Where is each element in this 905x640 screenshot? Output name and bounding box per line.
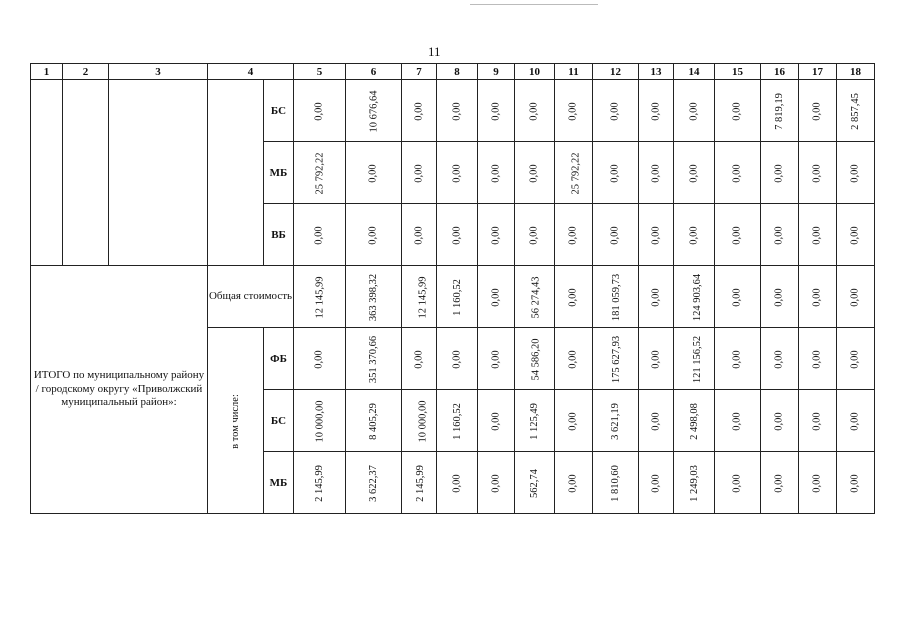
value-cell-text: 121 156,52 [692, 335, 704, 383]
value-cell-text: 0,00 [650, 163, 662, 183]
value-cell-text: 0,00 [610, 163, 621, 183]
value-cell [715, 80, 761, 142]
value-cell-text: 0,00 [732, 411, 743, 431]
column-header: 4 [208, 64, 294, 80]
value-cell-text: 0,00 [812, 287, 823, 307]
value-cell-text: 0,00 [568, 287, 579, 307]
value-cell-text: 0,00 [812, 411, 823, 431]
value-cell [478, 328, 515, 390]
value-cell [437, 390, 478, 452]
value-cell-text: 0,00 [774, 349, 785, 369]
column-header: 8 [437, 64, 478, 80]
value-cell [837, 142, 875, 204]
value-cell-text: 0,00 [732, 101, 743, 121]
fund-code: МБ [264, 452, 294, 514]
value-cell [674, 452, 715, 514]
value-cell-text: 0,00 [413, 349, 425, 369]
value-cell [478, 452, 515, 514]
cost-label-cell [208, 266, 294, 328]
value-cell [639, 390, 674, 452]
value-cell-text: 0,00 [490, 101, 502, 121]
blank-cell-col3 [109, 80, 208, 266]
value-cell [515, 266, 555, 328]
value-cell [674, 390, 715, 452]
value-cell [761, 142, 799, 204]
value-cell [555, 328, 593, 390]
value-cell-text: 0,00 [490, 225, 502, 245]
value-cell [639, 328, 674, 390]
value-cell-text: 12 145,99 [314, 276, 325, 318]
value-cell [674, 266, 715, 328]
column-header: 12 [593, 64, 639, 80]
value-cell [639, 80, 674, 142]
value-cell-text: 1 249,03 [688, 464, 700, 502]
value-cell-text: 1 810,60 [610, 464, 621, 502]
value-cell [478, 266, 515, 328]
value-cell-text: 0,00 [732, 163, 743, 183]
value-cell [799, 142, 837, 204]
value-cell-text: 0,00 [812, 163, 823, 183]
value-cell-text: 0,00 [490, 287, 502, 307]
value-cell [437, 80, 478, 142]
value-cell [294, 390, 346, 452]
value-cell-text: 25 792,22 [570, 152, 582, 194]
value-cell [437, 204, 478, 266]
budget-table [30, 63, 875, 514]
value-cell [837, 80, 875, 142]
value-cell-text: 10 676,64 [368, 90, 379, 132]
value-cell-text: 0,00 [568, 473, 579, 493]
value-cell-text: 0,00 [490, 349, 502, 369]
fund-code: БС [264, 390, 294, 452]
value-cell-text: 0,00 [529, 225, 540, 245]
value-cell [593, 328, 639, 390]
value-cell [437, 142, 478, 204]
value-cell [515, 142, 555, 204]
value-cell-text: 0,00 [850, 225, 861, 245]
value-cell [437, 266, 478, 328]
value-cell [799, 328, 837, 390]
value-cell [478, 390, 515, 452]
value-cell [674, 204, 715, 266]
page-number: 11 [428, 44, 441, 59]
value-cell-text: 0,00 [774, 225, 785, 245]
value-cell [674, 80, 715, 142]
value-cell-text: 0,00 [732, 287, 743, 307]
value-cell [799, 390, 837, 452]
column-header: 16 [761, 64, 799, 80]
value-cell-text: 12 145,99 [417, 276, 429, 318]
value-cell-text: 0,00 [451, 349, 463, 369]
value-cell [346, 80, 402, 142]
value-cell [715, 452, 761, 514]
value-cell-text: 56 274,43 [530, 276, 542, 318]
value-cell [761, 328, 799, 390]
value-cell [837, 390, 875, 452]
value-cell [346, 328, 402, 390]
value-cell-text: 2 145,99 [414, 464, 426, 502]
value-cell-text: 0,00 [650, 101, 662, 121]
value-cell [555, 204, 593, 266]
blank-cell-col4 [208, 80, 264, 266]
value-cell-text: 0,00 [568, 101, 579, 121]
value-cell-text: 0,00 [850, 411, 861, 431]
value-cell-text: 0,00 [490, 411, 502, 431]
value-cell-text: 0,00 [812, 473, 823, 493]
total-label-cell [31, 266, 208, 514]
value-cell-text: 0,00 [490, 473, 502, 493]
value-cell-text: 363 398,32 [368, 273, 379, 321]
value-cell-text: 0,00 [451, 225, 463, 245]
value-cell-text: 1 160,52 [451, 402, 463, 440]
value-cell [515, 80, 555, 142]
value-cell [837, 204, 875, 266]
value-cell-text: 0,00 [451, 163, 463, 183]
value-cell [593, 142, 639, 204]
value-cell-text: 0,00 [774, 163, 785, 183]
blank-cell-col1 [31, 80, 63, 266]
value-cell [593, 452, 639, 514]
value-cell [515, 328, 555, 390]
value-cell-text: 0,00 [774, 287, 785, 307]
value-cell-text: 0,00 [314, 225, 325, 245]
value-cell-text: 0,00 [413, 101, 425, 121]
value-cell-text: 0,00 [688, 163, 700, 183]
value-cell-text: 351 370,66 [368, 335, 379, 383]
fund-code: ВБ [264, 204, 294, 266]
value-cell-text: 0,00 [451, 473, 463, 493]
value-cell-text: 54 586,20 [530, 338, 542, 380]
value-cell-text: 0,00 [650, 473, 662, 493]
value-cell-text: 3 622,37 [368, 464, 379, 502]
value-cell-text: 2 857,45 [850, 92, 861, 130]
value-cell [799, 204, 837, 266]
value-cell [294, 328, 346, 390]
column-header: 1 [31, 64, 63, 80]
value-cell-text: 0,00 [610, 225, 621, 245]
value-cell [674, 142, 715, 204]
value-cell-text: 0,00 [451, 101, 463, 121]
including-label-text: в том числе: [229, 393, 241, 449]
value-cell-text: 0,00 [314, 101, 325, 121]
value-cell [639, 452, 674, 514]
value-cell-text: 0,00 [413, 163, 425, 183]
value-cell [837, 452, 875, 514]
value-cell-text: 1 160,52 [451, 278, 463, 316]
value-cell [799, 266, 837, 328]
value-cell [799, 80, 837, 142]
value-cell [402, 452, 437, 514]
column-header: 18 [837, 64, 875, 80]
header-row [31, 64, 875, 80]
value-cell-text: 0,00 [413, 225, 425, 245]
value-cell [761, 204, 799, 266]
value-cell [593, 390, 639, 452]
fund-code: МБ [264, 142, 294, 204]
fund-code: ФБ [264, 328, 294, 390]
value-cell [346, 266, 402, 328]
value-cell-text: 25 792,22 [314, 152, 325, 194]
value-cell-text: 10 000,00 [314, 400, 325, 442]
total-label: ИТОГО по муниципальному району / городскому округу «Приволжский муниципальный район»: [33, 368, 205, 409]
value-cell [593, 266, 639, 328]
decorative-line [470, 4, 598, 5]
value-cell-text: 562,74 [529, 468, 540, 498]
value-cell [639, 142, 674, 204]
value-cell-text: 0,00 [368, 163, 379, 183]
value-cell-text: 0,00 [850, 349, 861, 369]
cost-label: Общая стоимость [208, 290, 293, 303]
column-header: 11 [555, 64, 593, 80]
value-cell-text: 0,00 [650, 349, 662, 369]
column-header: 15 [715, 64, 761, 80]
column-header: 10 [515, 64, 555, 80]
value-cell [639, 204, 674, 266]
value-cell [478, 204, 515, 266]
value-cell-text: 0,00 [568, 411, 579, 431]
value-cell [799, 452, 837, 514]
value-cell [402, 142, 437, 204]
value-cell [402, 204, 437, 266]
value-cell-text: 0,00 [732, 349, 743, 369]
value-cell [402, 390, 437, 452]
value-cell [437, 328, 478, 390]
value-cell [674, 328, 715, 390]
value-cell-text: 0,00 [490, 163, 502, 183]
value-cell-text: 0,00 [812, 225, 823, 245]
value-cell-text: 0,00 [688, 101, 700, 121]
value-cell [555, 390, 593, 452]
value-cell [478, 142, 515, 204]
including-label [208, 328, 264, 514]
value-cell [478, 80, 515, 142]
value-cell [402, 328, 437, 390]
value-cell-text: 0,00 [850, 163, 861, 183]
value-cell [294, 266, 346, 328]
value-cell [593, 204, 639, 266]
value-cell [346, 390, 402, 452]
table-row [31, 80, 875, 142]
value-cell [346, 204, 402, 266]
value-cell [346, 142, 402, 204]
column-header: 6 [346, 64, 402, 80]
value-cell-text: 0,00 [774, 411, 785, 431]
value-cell [715, 204, 761, 266]
value-cell [761, 80, 799, 142]
value-cell [715, 266, 761, 328]
value-cell [715, 328, 761, 390]
value-cell [402, 80, 437, 142]
column-header: 17 [799, 64, 837, 80]
value-cell [555, 452, 593, 514]
column-header: 13 [639, 64, 674, 80]
value-cell-text: 10 000,00 [417, 400, 429, 442]
value-cell-text: 181 059,73 [611, 273, 623, 321]
table-row [31, 266, 875, 328]
column-header: 9 [478, 64, 515, 80]
column-header: 3 [109, 64, 208, 80]
value-cell-text: 0,00 [812, 349, 823, 369]
value-cell-text: 0,00 [568, 225, 579, 245]
value-cell [294, 80, 346, 142]
column-header: 5 [294, 64, 346, 80]
value-cell-text: 0,00 [650, 411, 662, 431]
value-cell [761, 452, 799, 514]
value-cell [761, 266, 799, 328]
value-cell-text: 0,00 [650, 225, 662, 245]
column-header: 14 [674, 64, 715, 80]
value-cell-text: 2 145,99 [314, 464, 325, 502]
value-cell [515, 390, 555, 452]
value-cell-text: 0,00 [529, 101, 540, 121]
value-cell-text: 0,00 [650, 287, 662, 307]
value-cell [761, 390, 799, 452]
value-cell [294, 142, 346, 204]
value-cell-text: 0,00 [732, 225, 743, 245]
fund-code: БС [264, 80, 294, 142]
value-cell [515, 204, 555, 266]
value-cell-text: 124 903,64 [692, 273, 704, 321]
value-cell-text: 0,00 [610, 101, 621, 121]
value-cell-text: 0,00 [732, 473, 743, 493]
value-cell-text: 0,00 [314, 349, 325, 369]
value-cell-text: 0,00 [812, 101, 823, 121]
value-cell-text: 0,00 [774, 473, 785, 493]
value-cell [346, 452, 402, 514]
blank-cell-col2 [63, 80, 109, 266]
value-cell [294, 452, 346, 514]
value-cell [402, 266, 437, 328]
value-cell-text: 0,00 [368, 225, 379, 245]
value-cell [555, 142, 593, 204]
value-cell-text: 7 819,19 [774, 92, 785, 130]
value-cell-text: 0,00 [568, 349, 579, 369]
value-cell-text: 0,00 [529, 163, 540, 183]
value-cell [715, 390, 761, 452]
value-cell-text: 0,00 [688, 225, 700, 245]
value-cell [715, 142, 761, 204]
value-cell [593, 80, 639, 142]
value-cell-text: 2 498,08 [688, 402, 700, 440]
value-cell [837, 266, 875, 328]
value-cell-text: 0,00 [850, 287, 861, 307]
value-cell-text: 1 125,49 [529, 402, 540, 440]
value-cell [437, 452, 478, 514]
value-cell-text: 3 621,19 [610, 402, 621, 440]
value-cell-text: 175 627,93 [611, 335, 623, 383]
value-cell-text: 8 405,29 [368, 402, 379, 440]
value-cell [555, 80, 593, 142]
value-cell-text: 0,00 [850, 473, 861, 493]
column-header: 7 [402, 64, 437, 80]
value-cell [294, 204, 346, 266]
value-cell [837, 328, 875, 390]
value-cell [555, 266, 593, 328]
value-cell [515, 452, 555, 514]
column-header: 2 [63, 64, 109, 80]
value-cell [639, 266, 674, 328]
